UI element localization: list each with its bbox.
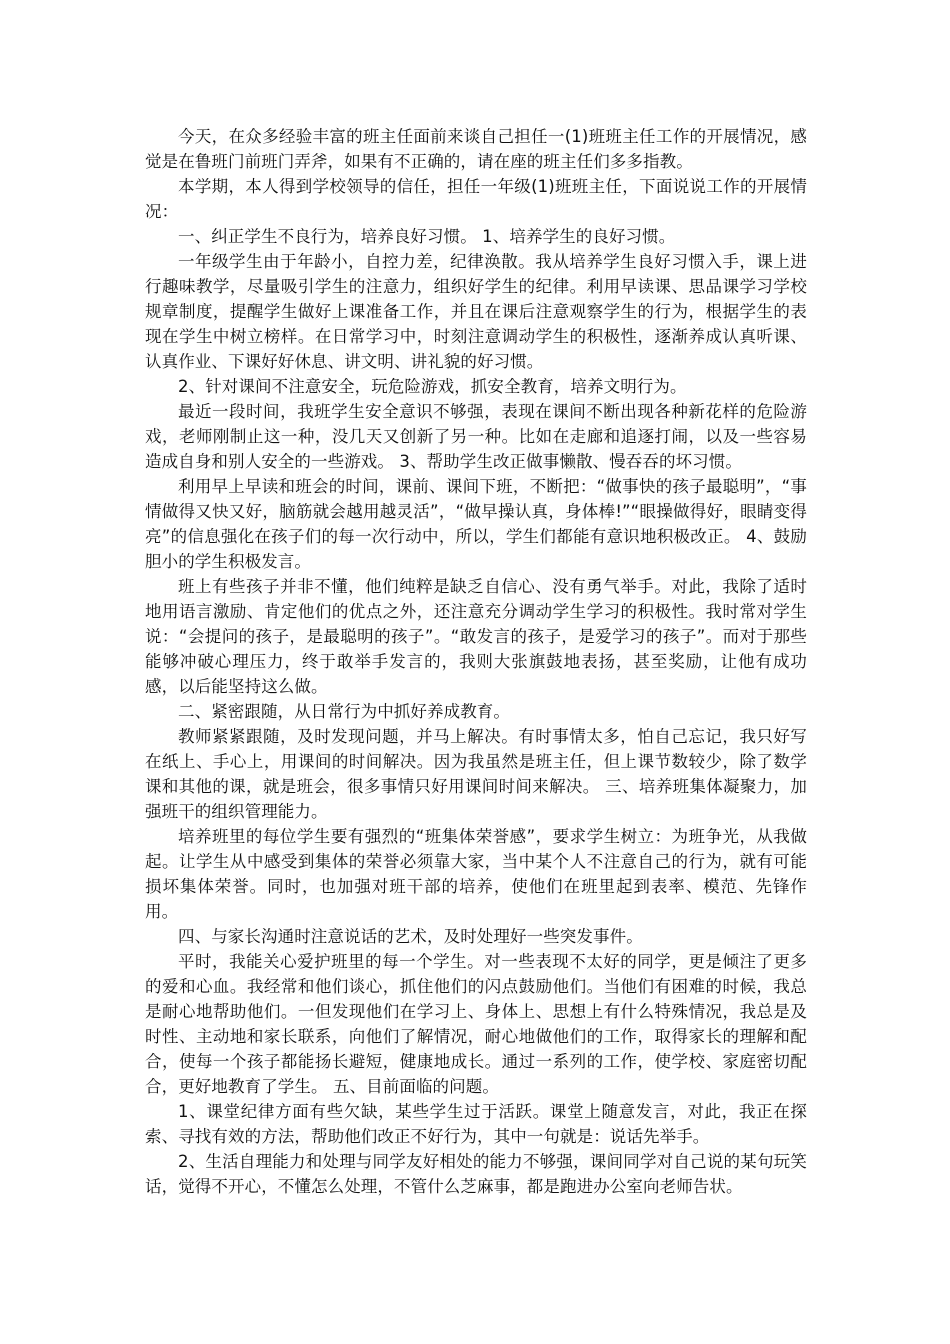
paragraph: 四、与家长沟通时注意说话的艺术，及时处理好一些突发事件。 <box>178 927 643 946</box>
document-body <box>145 124 807 1199</box>
paragraph: 本学期，本人得到学校领导的信任，担任一年级(1)班班主任，下面说说工作的开展情况： <box>145 177 807 221</box>
paragraph: 一、纠正学生不良行为，培养良好习惯。 1、培养学生的良好习惯。 <box>178 227 676 246</box>
paragraph: 1、课堂纪律方面有些欠缺，某些学生过于活跃。课堂上随意发言，对此，我正在探索、寻找有效的方法，帮助他们改正不好行为，其中一句就是：说话先举手。 <box>145 1102 807 1146</box>
paragraph: 最近一段时间，我班学生安全意识不够强，表现在课间不断出现各种新花样的危险游戏，老师刚制止这一种，没几天又创新了另一种。比如在走廊和追逐打闹，以及一些容易造成自身和别人安全的一些游戏。 3、帮助学生改正做事懒散、慢吞吞的坏习惯。 <box>145 402 807 471</box>
paragraph: 培养班里的每位学生要有强烈的“班集体荣誉感”，要求学生树立：为班争光，从我做起。让学生从中感受到集体的荣誉必须靠大家，当中某个人不注意自己的行为，就有可能损坏集体荣誉。同时，也加强对班干部的培养，使他们在班里起到表率、模范、先锋作用。 <box>145 827 807 921</box>
paragraph: 2、针对课间不注意安全，玩危险游戏，抓安全教育，培养文明行为。 <box>178 377 687 396</box>
paragraph: 教师紧紧跟随，及时发现问题，并马上解决。有时事情太多，怕自己忘记，我只好写在纸上、手心上，用课间的时间解决。因为我虽然是班主任，但上课节数较少，除了数学课和其他的课，就是班会，很多事情只好用课间时间来解决。 三、培养班集体凝聚力，加强班干的组织管理能力。 <box>145 727 807 821</box>
paragraph: 平时，我能关心爱护班里的每一个学生。对一些表现不太好的同学，更是倾注了更多的爱和心血。我经常和他们谈心，抓住他们的闪点鼓励他们。当他们有困难的时候，我总是耐心地帮助他们。一但发现他们在学习上、身体上、思想上有什么特殊情况，我总是及时性、主动地和家长联系，向他们了解情况，耐心地做他们的工作，取得家长的理解和配合，使每一个孩子都能扬长避短，健康地成长。通过一系列的工作，使学校、家庭密切配合，更好地教育了学生。 五、目前面临的问题。 <box>145 952 807 1096</box>
paragraph: 今天，在众多经验丰富的班主任面前来谈自己担任一(1)班班主任工作的开展情况，感觉是在鲁班门前班门弄斧，如果有不正确的，请在座的班主任们多多指教。 <box>145 127 807 171</box>
paragraph: 班上有些孩子并非不懂，他们纯粹是缺乏自信心、没有勇气举手。对此，我除了适时地用语言激励、肯定他们的优点之外，还注意充分调动学生学习的积极性。我时常对学生说：“会提问的孩子，是最聪明的孩子”。“敢发言的孩子，是爱学习的孩子”。而对于那些能够冲破心理压力，终于敢举手发言的，我则大张旗鼓地表扬，甚至奖励，让他有成功感，以后能坚持这么做。 <box>145 577 807 696</box>
paragraph: 2、生活自理能力和处理与同学友好相处的能力不够强，课间同学对自己说的某句玩笑话，觉得不开心，不懂怎么处理，不管什么芝麻事，都是跑进办公室向老师告状。 <box>145 1152 807 1196</box>
paragraph: 二、紧密跟随，从日常行为中抓好养成教育。 <box>178 702 510 721</box>
paragraph: 利用早上早读和班会的时间，课前、课间下班，不断把：“做事快的孩子最聪明”，“事情做得又快又好，脑筋就会越用越灵活”，“做早操认真，身体棒!”“眼操做得好，眼睛变得亮”的信息强化在孩子们的每一次行动中，所以，学生们都能有意识地积极改正。 4、鼓励胆小的学生积极发言。 <box>145 477 807 571</box>
paragraph: 一年级学生由于年龄小，自控力差，纪律涣散。我从培养学生良好习惯入手，课上进行趣味教学，尽量吸引学生的注意力，组织好学生的纪律。利用早读课、思品课学习学校规章制度，提醒学生做好上课准备工作，并且在课后注意观察学生的行为，根据学生的表现在学生中树立榜样。在日常学习中，时刻注意调动学生的积极性，逐渐养成认真听课、认真作业、下课好好休息、讲文明、讲礼貌的好习惯。 <box>145 252 807 371</box>
